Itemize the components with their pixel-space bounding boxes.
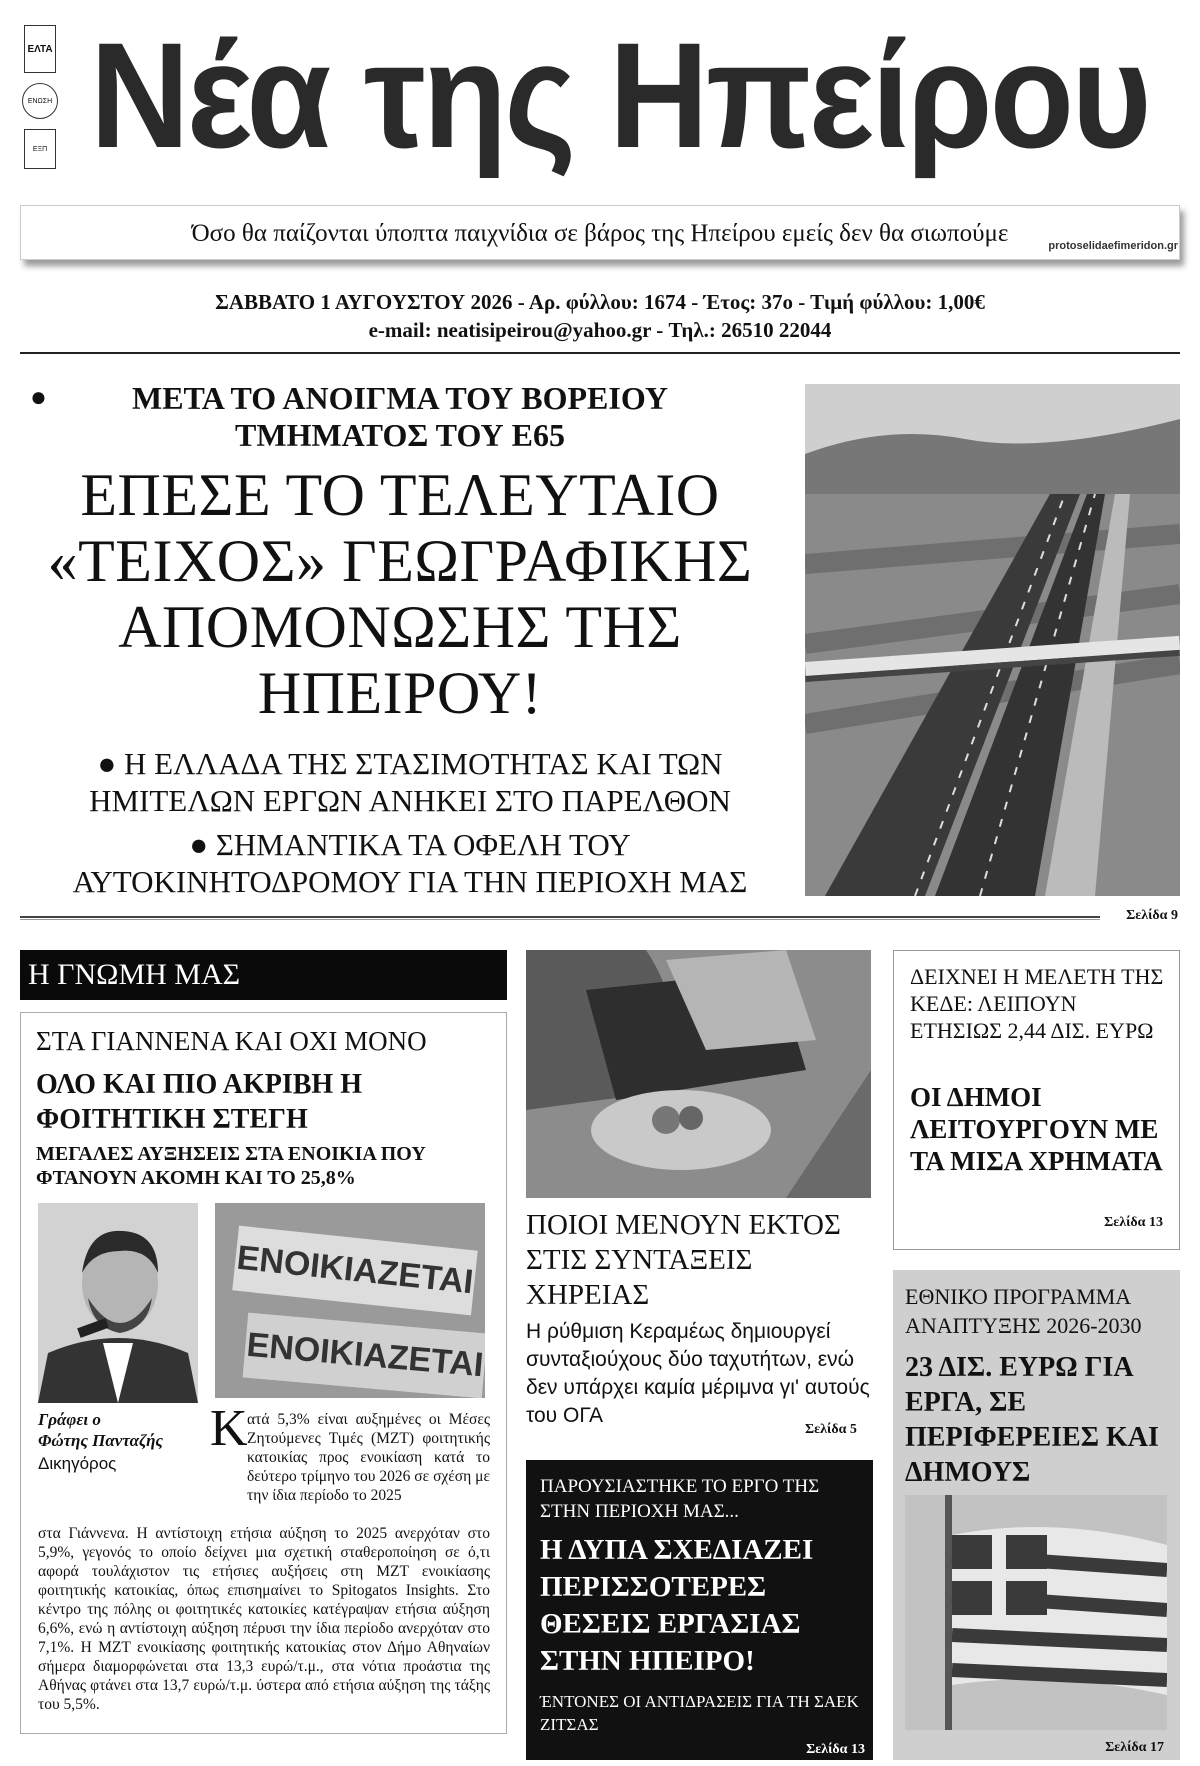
program-page-ref: Σελίδα 17 <box>1105 1740 1164 1755</box>
dypa-subhead: ΈΝΤΟΝΕΣ ΟΙ ΑΝΤΙΔΡΑΣΕΙΣ ΓΙΑ ΤΗ ΣΑΕΚ ΖΙΤΣΑΣ <box>540 1692 859 1734</box>
lead-divider <box>20 916 1100 920</box>
issue-line: ΣΑΒΒΑΤΟ 1 ΑΥΓΟΥΣΤΟΥ 2026 - Αρ. φύλλου: 1674 - Έτος: 37ο - Τιμή φύλλου: 1,00€ <box>215 290 985 314</box>
pensions-page-ref: Σελίδα 5 <box>805 1422 857 1437</box>
union-seal-logo <box>22 83 58 119</box>
opinion-section-bar: Η ΓΝΩΜΗ ΜΑΣ <box>20 950 507 1000</box>
pensions-body: Η ρύθμιση Κεραμέως δημιουργεί συνταξιούχους δύο ταχυτήτων, ενώ δεν υπάρχει καμία μέριμνα γι' αυτούς του ΟΓΑ <box>526 1320 870 1427</box>
watermark: protoselidaefimeridon.gr <box>1048 240 1178 252</box>
pensions-headline: ΠΟΙΟΙ ΜΕΝΟΥΝ ΕΚΤΟΣ ΣΤΙΣ ΣΥΝΤΑΞΕΙΣ ΧΗΡΕΙΑΣ <box>526 1209 841 1311</box>
motto-bar: Όσο θα παίζονται ύποπτα παιχνίδια σε βάρος της Ηπείρου εμείς δεν θα σιωπούμε <box>20 205 1180 260</box>
lead-page-ref: Σελίδα 9 <box>1126 908 1178 923</box>
union-seal-text: ΕΝΩΣΗ <box>27 98 53 105</box>
byline-label: Γράφει ο <box>38 1410 101 1429</box>
coins-wallet-photo <box>526 950 871 1198</box>
kede-page-ref: Σελίδα 13 <box>1104 1215 1163 1230</box>
opinion-kicker: ΣΤΑ ΓΙΑΝΝΕΝΑ ΚΑΙ ΟΧΙ ΜΟΝΟ <box>36 1026 427 1056</box>
lead-subhead-2: ● ΣΗΜΑΝΤΙΚΑ ΤΑ ΟΦΕΛΗ ΤΟΥ ΑΥΤΟΚΙΝΗΤΟΔΡΟΜΟΥ ΓΙΑ ΤΗΝ ΠΕΡΙΟΧΗ ΜΑΣ <box>72 827 748 899</box>
program-headline: 23 ΔΙΣ. ΕΥΡΩ ΓΙΑ ΕΡΓΑ, ΣΕ ΠΕΡΙΦΕΡΕΙΕΣ ΚΑΙ ΔΗΜΟΥΣ <box>905 1352 1159 1488</box>
lead-kicker-bullet: ● <box>30 382 47 413</box>
kede-headline: ΟΙ ΔΗΜΟΙ ΛΕΙΤΟΥΡΓΟΥΝ ΜΕ ΤΑ ΜΙΣΑ ΧΡΗΜΑΤΑ <box>910 1082 1163 1176</box>
rent-sign-bottom: ΕΝΟΙΚΙΑΖΕΤΑΙ <box>243 1313 485 1398</box>
kede-article-box <box>893 950 1180 1250</box>
opinion-body-first: ατά 5,3% είναι αυξημένες οι Μέσες Ζητούμενες Τιμές (ΜΖΤ) φοιτητικής κατοικίας προς ενοικίαση κατά το δεύτερο τρίμηνο του 2026 σε σχέση με την ίδια περίοδο το 2025 <box>247 1411 490 1504</box>
registry-stamp-text: ΕΞΠ <box>32 146 48 153</box>
opinion-body-rest: στα Γιάννενα. Η αντίστοιχη ετήσια αύξηση το 2025 ανερχόταν στο 5,9%, γεγονός το οποίο δείχνει μια σχετική σταθεροποίηση σε ό,τι αφορά τουλάχιστον τις ετήσιες αυξήσεις στη ΜΖΤ ενοικίασης φοιτητικής κατοικίας, όπως επισημαίνει το Spitogatos Insights. Στο κέντρο της πόλης οι φοιτητικές κατοικίες κατέγραψαν ετήσια αύξηση 6,6%, ενώ η αντίστοιχη αύξηση πέρυσι την ίδια περίοδο ανερχόταν στο 7,1%. Η ΜΖΤ ενοικίασης φοιτητικής κατοικίας στον Δήμο Αθηναίων σήμερα διαμορφώνεται στα 13,3 ευρώ/τ.μ., στα νότια προάστια της Αθήνας φτάνει στα 13,7 ευρώ/τ.μ. ύστερα από ετήσια αύξηση της τάξης του 5,5%. <box>38 1525 490 1713</box>
flag-photo <box>905 1495 1167 1730</box>
dypa-page-ref: Σελίδα 13 <box>806 1742 865 1757</box>
opinion-subhead: ΜΕΓΑΛΕΣ ΑΥΞΗΣΕΙΣ ΣΤΑ ΕΝΟΙΚΙΑ ΠΟΥ ΦΤΑΝΟΥΝ ΑΚΟΜΗ ΚΑΙ ΤΟ 25,8% <box>36 1143 426 1189</box>
lead-subhead-1: ● Η ΕΛΛΑΔΑ ΤΗΣ ΣΤΑΣΙΜΟΤΗΤΑΣ ΚΑΙ ΤΩΝ ΗΜΙΤΕΛΩΝ ΕΡΓΩΝ ΑΝΗΚΕΙ ΣΤΟ ΠΑΡΕΛΘΟΝ <box>89 746 731 818</box>
opinion-headline: ΟΛΟ ΚΑΙ ΠΙΟ ΑΚΡΙΒΗ Η ΦΟΙΤΗΤΙΚΗ ΣΤΕΓΗ <box>36 1069 362 1135</box>
registry-stamp-logo <box>24 129 56 169</box>
contact-line: e-mail: neatisipeirou@yahoo.gr - Τηλ.: 26510 22044 <box>368 318 832 342</box>
author-photo <box>38 1203 198 1403</box>
dypa-article-box <box>526 1460 873 1760</box>
dypa-kicker: ΠΑΡΟΥΣΙΑΣΤΗΚΕ ΤΟ ΕΡΓΟ ΤΗΣ ΣΤΗΝ ΠΕΡΙΟΧΗ ΜΑΣ... <box>540 1476 820 1522</box>
kede-kicker: ΔΕΙΧΝΕΙ Η ΜΕΛΕΤΗ ΤΗΣ ΚΕΔΕ: ΛΕΙΠΟΥΝ ΕΤΗΣΙΩΣ 2,44 ΔΙΣ. ΕΥΡΩ <box>910 964 1164 1043</box>
header-divider <box>20 352 1180 354</box>
elta-logo-text: ΕΛΤΑ <box>27 44 53 55</box>
highway-photo <box>805 384 1180 896</box>
rent-sign-top: ΕΝΟΙΚΙΑΖΕΤΑΙ <box>232 1226 477 1316</box>
dropcap: Κ <box>210 1400 248 1457</box>
masthead-logos <box>18 25 68 185</box>
rent-signs-photo <box>215 1203 485 1398</box>
dypa-headline: Η ΔΥΠΑ ΣΧΕΔΙΑΖΕΙ ΠΕΡΙΣΣΟΤΕΡΕΣ ΘΕΣΕΙΣ ΕΡΓΑΣΙΑΣ ΣΤΗΝ ΗΠΕΙΡΟ! <box>540 1534 814 1677</box>
author-name: Φώτης Πανταζής <box>38 1431 163 1450</box>
program-kicker: ΕΘΝΙΚΟ ΠΡΟΓΡΑΜΜΑ ΑΝΑΠΤΥΞΗΣ 2026-2030 <box>905 1284 1142 1338</box>
elta-logo <box>24 25 56 73</box>
lead-headline: ΕΠΕΣΕ ΤΟ ΤΕΛΕΥΤΑΙΟ «ΤΕΙΧΟΣ» ΓΕΩΓΡΑΦΙΚΗΣ ΑΠΟΜΟΝΩΣΗΣ ΤΗΣ ΗΠΕΙΡΟΥ! <box>47 462 753 726</box>
author-role: Δικηγόρος <box>38 1454 117 1473</box>
program-article-box <box>893 1270 1180 1760</box>
newspaper-title: Νέα της Ηπείρου <box>90 11 1149 179</box>
lead-kicker: ΜΕΤΑ ΤΟ ΑΝΟΙΓΜΑ ΤΟΥ ΒΟΡΕΙΟΥ ΤΜΗΜΑΤΟΣ ΤΟΥ Ε65 <box>131 380 668 453</box>
